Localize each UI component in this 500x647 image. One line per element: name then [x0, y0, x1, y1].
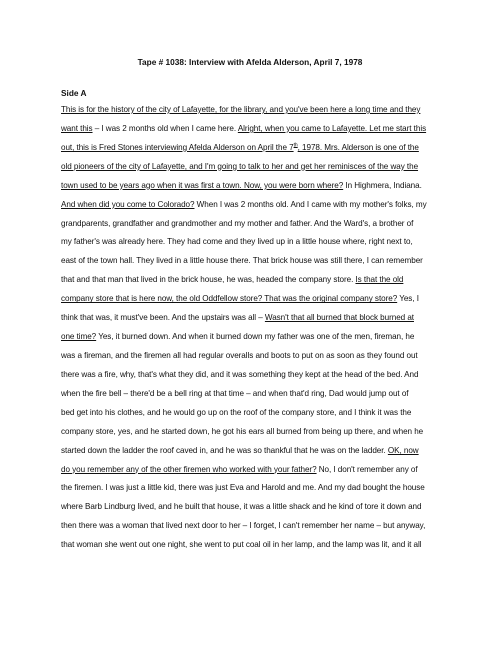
- interviewer-question-text: old pioneers of the city of Lafayette, and I'm going to talk to her and get her reminisces of the way the: [61, 161, 419, 171]
- transcript-line: [61, 520, 449, 539]
- answer-text: bed get into his clothes, and he would go up on the roof of the company store, and I think it was the: [61, 407, 412, 417]
- transcript-line: [61, 482, 449, 501]
- transcript-line: [61, 293, 449, 312]
- answer-text: then there was a woman that lived next door to her – I forget, I can't remember her name – but anyway,: [61, 521, 426, 531]
- interviewer-question-text: want this: [61, 123, 93, 133]
- interviewer-question-text: Wasn't that all burned that block burned at: [264, 313, 414, 323]
- interviewer-question-text: OK, now: [387, 445, 419, 455]
- section-heading: Side A: [61, 88, 87, 98]
- answer-text: there was a fire, why, that's what they did, and it was something they kept at the head of the bed. And: [61, 369, 419, 379]
- answer-text: grandparents, grandfather and grandmother and my mother and father. And the Ward's, a brother of: [61, 218, 414, 228]
- transcript-line: [61, 501, 449, 520]
- answer-text: that woman she went out one night, she went to put coal oil in her lamp, and the lamp was lit, and it all: [61, 540, 422, 550]
- transcript-line: [61, 331, 449, 350]
- transcript-line: [61, 199, 449, 218]
- transcript-line: [61, 426, 449, 445]
- answer-text: started down the ladder the roof caved in, and he was so thankful that he was on the ladder.: [61, 445, 388, 455]
- interviewer-question-text: do you remember any of the other firemen who worked with your father?: [61, 464, 317, 474]
- interviewer-question-text: This is for the history of the city of Lafayette, for the library, and you've been here a long time and they: [61, 105, 421, 114]
- transcript-line: [61, 161, 449, 180]
- transcript-line: [61, 123, 449, 142]
- interviewer-question-text: company store that is here now, the old Oddfellow store? That was the original company store?: [61, 294, 398, 304]
- answer-text: Yes, it burned down. And when it burned down my father was one of the men, fireman, he: [96, 332, 415, 342]
- interviewer-question-text: And when did you come to Colorado?: [61, 199, 195, 209]
- answer-text: where Barb Lindburg lived, and he built that house, it was a little shack and he kind of tore it down and: [61, 502, 422, 512]
- transcript-body: [61, 104, 449, 558]
- answer-text: east of the town hall. They lived in a little house there. That brick house was still there, I can remember: [61, 256, 423, 266]
- transcript-line: [61, 142, 449, 161]
- answer-text: – I was 2 months old when I came here.: [92, 123, 238, 133]
- transcript-line: [61, 180, 449, 199]
- answer-text: when the fire bell – there'd be a bell ring at that time – and when that'd ring, Dad would jump out of: [61, 388, 409, 398]
- interviewer-question-text: one time?: [61, 332, 97, 342]
- interviewer-question-text: Alright, when you came to Lafayette. Let me start this: [237, 123, 427, 133]
- interviewer-question-text: town used to be years ago when it was first a town. Now, you were born where?: [61, 180, 344, 190]
- transcript-line: [61, 369, 449, 388]
- transcript-line: [61, 255, 449, 274]
- answer-text: In Highmera, Indiana.: [343, 180, 422, 190]
- transcript-line: [61, 464, 449, 483]
- answer-text: No, I don't remember any of: [316, 464, 418, 474]
- transcript-line: [61, 445, 449, 464]
- interviewer-question-text: Is that the old: [355, 275, 404, 285]
- answer-text: that and that man that lived in the brick house, he was, headed the company store.: [61, 275, 356, 285]
- answer-text: the firemen. I was just a little kid, there was just Eva and Harold and me. And my dad bought the house: [61, 483, 425, 493]
- document-title: Tape # 1038: Interview with Afelda Alderson, April 7, 1978: [137, 57, 363, 67]
- transcript-line: [61, 388, 449, 407]
- interviewer-question-text: out, this is Fred Stones interviewing Afelda Alderson on April the 7: [61, 142, 294, 152]
- answer-text: company store, yes, and he started down, he got his ears all burned from being up there, and when he: [61, 426, 424, 436]
- transcript-line: [61, 539, 449, 558]
- transcript-line: [61, 236, 449, 255]
- transcript-line: [61, 104, 449, 123]
- answer-text: think that was, it must've been. And the upstairs was all –: [61, 313, 265, 323]
- answer-text: When I was 2 months old. And I came with my mother's folks, my: [194, 199, 427, 209]
- transcript-line: [61, 407, 449, 426]
- interviewer-question-text: th: [293, 142, 298, 149]
- transcript-line: [61, 312, 449, 331]
- transcript-line: [61, 218, 449, 237]
- answer-text: my father's was already here. They had come and they lived up in a little house where, right next to,: [61, 237, 413, 247]
- transcript-line: [61, 274, 449, 293]
- interviewer-question-text: , 1978. Mrs. Alderson is one of the: [297, 142, 419, 152]
- transcript-line: [61, 350, 449, 369]
- answer-text: Yes, I: [397, 294, 419, 304]
- answer-text: was a fireman, and the firemen all had regular overalls and boots to put on as soon as they found out: [61, 350, 418, 360]
